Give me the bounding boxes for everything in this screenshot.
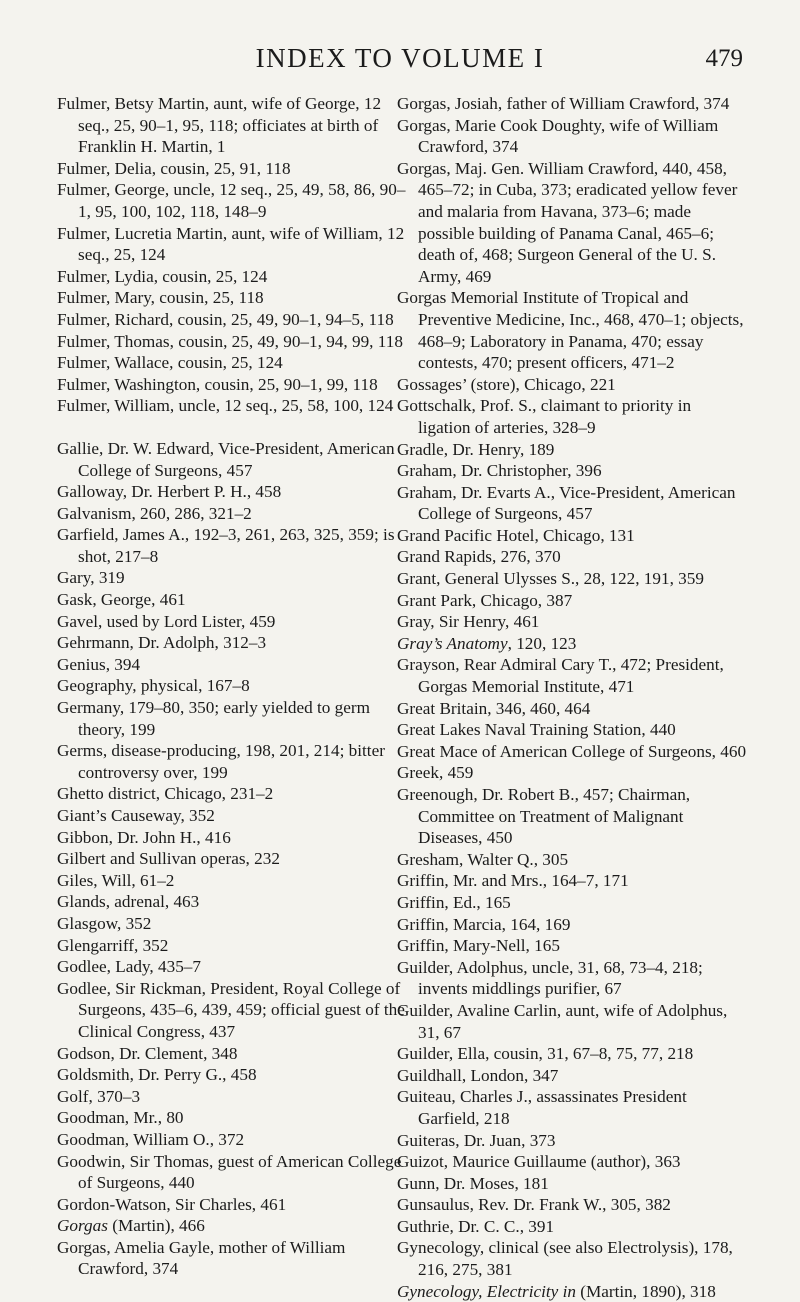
index-entry-text: Giles, Will, 61–2 bbox=[57, 870, 175, 890]
index-entry bbox=[57, 567, 407, 589]
index-entry-text: Galloway, Dr. Herbert P. H., 458 bbox=[57, 482, 282, 502]
index-entry bbox=[397, 1086, 747, 1129]
index-entry bbox=[57, 395, 407, 417]
index-entry-text: Gilbert and Sullivan operas, 232 bbox=[57, 849, 280, 869]
index-entry bbox=[57, 1151, 407, 1194]
index-entry bbox=[57, 1129, 407, 1151]
index-entry-text: Gibbon, Dr. John H., 416 bbox=[57, 827, 231, 847]
index-entry-text: Griffin, Marcia, 164, 169 bbox=[397, 914, 571, 934]
right-column bbox=[397, 93, 747, 1302]
index-entry bbox=[57, 1086, 407, 1108]
index-entry bbox=[57, 913, 407, 935]
index-entry-text: Galvanism, 260, 286, 321–2 bbox=[57, 503, 252, 523]
index-entry bbox=[397, 698, 747, 720]
index-entry-text: Goodman, Mr., 80 bbox=[57, 1108, 184, 1128]
index-entry-text: Gynecology, clinical (see also Electrolysis), 178, 216, 275, 381 bbox=[397, 1238, 733, 1280]
index-entry-text: Fulmer, Thomas, cousin, 25, 49, 90–1, 94, 99, 118 bbox=[57, 331, 403, 351]
index-entry-text: Great Mace of American College of Surgeons, 460 bbox=[397, 741, 747, 761]
index-entry-text: Gask, George, 461 bbox=[57, 590, 186, 610]
index-entry-text: Gunn, Dr. Moses, 181 bbox=[397, 1173, 549, 1193]
index-entry bbox=[397, 892, 747, 914]
index-entry bbox=[57, 503, 407, 525]
index-entry-text: Great Lakes Naval Training Station, 440 bbox=[397, 720, 676, 740]
index-entry bbox=[57, 1064, 407, 1086]
index-entry-text: (Martin, 1890), 318 bbox=[575, 1281, 716, 1301]
index-entry bbox=[397, 762, 747, 784]
index-entry bbox=[397, 654, 747, 697]
index-entry bbox=[397, 439, 747, 461]
index-entry-text: Gradle, Dr. Henry, 189 bbox=[397, 439, 555, 459]
index-entry bbox=[57, 675, 407, 697]
index-entry-text: Genius, 394 bbox=[57, 654, 141, 674]
index-entry-text: Grand Pacific Hotel, Chicago, 131 bbox=[397, 525, 635, 545]
index-entry-text: Fulmer, Delia, cousin, 25, 91, 118 bbox=[57, 158, 291, 178]
index-entry-text: Gunsaulus, Rev. Dr. Frank W., 305, 382 bbox=[397, 1195, 671, 1215]
index-entry-text: Great Britain, 346, 460, 464 bbox=[397, 698, 591, 718]
index-entry bbox=[57, 223, 407, 266]
index-entry bbox=[57, 1107, 407, 1129]
index-entry bbox=[57, 935, 407, 957]
index-entry bbox=[397, 1237, 747, 1280]
index-entry-text: Gorgas, Amelia Gayle, mother of William Crawford, 374 bbox=[57, 1237, 346, 1279]
index-entry bbox=[397, 1281, 747, 1302]
index-entry bbox=[397, 460, 747, 482]
index-entry-text: Fulmer, Betsy Martin, aunt, wife of George, 12 seq., 25, 90–1, 95, 118; officiates at birth of Franklin H. Martin, 1 bbox=[57, 94, 382, 157]
index-entry-title: Gorgas bbox=[57, 1216, 108, 1236]
index-entry bbox=[57, 697, 407, 740]
index-entry-text: Graham, Dr. Christopher, 396 bbox=[397, 461, 602, 481]
index-entry-text: Goodwin, Sir Thomas, guest of American College of Surgeons, 440 bbox=[57, 1151, 402, 1193]
index-entry bbox=[397, 784, 747, 849]
index-entry-text: Greek, 459 bbox=[397, 763, 474, 783]
index-entry-text: Goldsmith, Dr. Perry G., 458 bbox=[57, 1065, 257, 1085]
index-entry-text: Guizot, Maurice Guillaume (author), 363 bbox=[397, 1152, 681, 1172]
index-entry bbox=[397, 1216, 747, 1238]
index-entry bbox=[57, 331, 407, 353]
index-entry-text: Goodman, William O., 372 bbox=[57, 1129, 245, 1149]
index-entry bbox=[397, 611, 747, 633]
index-entry-text: Gavel, used by Lord Lister, 459 bbox=[57, 611, 276, 631]
index-entry bbox=[397, 870, 747, 892]
index-entry bbox=[57, 611, 407, 633]
index-entry-text: Fulmer, Richard, cousin, 25, 49, 90–1, 94–5, 118 bbox=[57, 309, 394, 329]
index-entry-text: Ghetto district, Chicago, 231–2 bbox=[57, 784, 274, 804]
index-entry-text: Greenough, Dr. Robert B., 457; Chairman, Committee on Treatment of Malignant Diseases, 450 bbox=[397, 785, 691, 848]
index-entry-text: Garfield, James A., 192–3, 261, 263, 325, 359; is shot, 217–8 bbox=[57, 525, 395, 566]
index-entry bbox=[57, 805, 407, 827]
index-entry-text: Fulmer, Wallace, cousin, 25, 124 bbox=[57, 353, 283, 373]
index-entry bbox=[57, 740, 407, 783]
index-entry bbox=[397, 719, 747, 741]
index-entry-text: Griffin, Mr. and Mrs., 164–7, 171 bbox=[397, 871, 629, 891]
index-entry-text: Gorgas, Maj. Gen. William Crawford, 440, 458, 465–72; in Cuba, 373; eradicated yellow fever and malaria from Havana, 373–6; made possible building of Panama Canal, 465–6; death of, 468; Surgeon General of the U. S. Army, 469 bbox=[397, 158, 738, 286]
index-entry-text: Glasgow, 352 bbox=[57, 913, 152, 933]
index-entry-text: Godlee, Sir Rickman, President, Royal College of Surgeons, 435–6, 439, 459; official guest of the Clinical Congress, 437 bbox=[57, 978, 405, 1041]
index-entry-text: Gray, Sir Henry, 461 bbox=[397, 612, 540, 632]
index-entry bbox=[57, 524, 407, 567]
index-entry-text: Glands, adrenal, 463 bbox=[57, 892, 200, 912]
index-entry bbox=[57, 1194, 407, 1216]
index-entry-title: Gray’s Anatomy bbox=[397, 633, 508, 653]
index-entry bbox=[57, 158, 407, 180]
index-entry-text: Gorgas, Josiah, father of William Crawford, 374 bbox=[397, 94, 730, 113]
index-entry-text: Gehrmann, Dr. Adolph, 312–3 bbox=[57, 633, 267, 653]
index-entry-text: Griffin, Mary-Nell, 165 bbox=[397, 936, 560, 956]
index-entry bbox=[397, 1151, 747, 1173]
index-entry-text: Germs, disease-producing, 198, 201, 214; bitter controversy over, 199 bbox=[57, 741, 385, 782]
index-entry-text: Fulmer, Washington, cousin, 25, 90–1, 99, 118 bbox=[57, 374, 378, 394]
index-entry-title: Gynecology, Electricity in bbox=[397, 1281, 576, 1301]
index-entry-text: Geography, physical, 167–8 bbox=[57, 676, 250, 696]
index-entry bbox=[397, 957, 747, 1000]
index-entry bbox=[397, 849, 747, 871]
index-entry-text: Guilder, Avaline Carlin, aunt, wife of Adolphus, 31, 67 bbox=[397, 1000, 728, 1042]
index-entry-text: Graham, Dr. Evarts A., Vice-President, American College of Surgeons, 457 bbox=[397, 482, 736, 524]
index-entry bbox=[57, 654, 407, 676]
index-entry bbox=[397, 1194, 747, 1216]
index-entry-text: Guiteau, Charles J., assassinates President Garfield, 218 bbox=[397, 1087, 687, 1128]
index-entry-text: Grayson, Rear Admiral Cary T., 472; President, Gorgas Memorial Institute, 471 bbox=[397, 655, 724, 697]
index-entry bbox=[397, 395, 747, 438]
index-entry bbox=[57, 589, 407, 611]
index-entry bbox=[57, 1237, 407, 1280]
index-entry bbox=[397, 158, 747, 288]
index-entry bbox=[397, 590, 747, 612]
index-entry-text: Fulmer, Mary, cousin, 25, 118 bbox=[57, 288, 264, 308]
index-entry bbox=[397, 1065, 747, 1087]
index-entry bbox=[397, 115, 747, 158]
index-entry bbox=[397, 741, 747, 763]
index-entry-text: Gottschalk, Prof. S., claimant to priority in ligation of arteries, 328–9 bbox=[397, 396, 692, 437]
index-entry bbox=[397, 287, 747, 373]
index-entry bbox=[397, 482, 747, 525]
index-entry bbox=[57, 266, 407, 288]
left-column bbox=[57, 93, 407, 1280]
index-entry bbox=[57, 848, 407, 870]
index-entry bbox=[397, 1173, 747, 1195]
index-entry-text: Germany, 179–80, 350; early yielded to germ theory, 199 bbox=[57, 698, 370, 739]
page-number: 479 bbox=[705, 45, 743, 72]
index-entry-text: Gossages’ (store), Chicago, 221 bbox=[397, 374, 616, 394]
index-entry bbox=[57, 287, 407, 309]
index-entry-text: Giant’s Causeway, 352 bbox=[57, 806, 215, 825]
index-entry-text: Guthrie, Dr. C. C., 391 bbox=[397, 1216, 555, 1236]
index-entry bbox=[57, 309, 407, 331]
index-entry-text: Gary, 319 bbox=[57, 568, 125, 588]
index-entry-text: Gresham, Walter Q., 305 bbox=[397, 849, 569, 869]
index-entry bbox=[57, 352, 407, 374]
index-entry-text: Fulmer, Lucretia Martin, aunt, wife of William, 12 seq., 25, 124 bbox=[57, 223, 405, 265]
index-entry bbox=[397, 93, 747, 115]
index-entry bbox=[57, 93, 407, 158]
index-entry bbox=[57, 956, 407, 978]
index-entry bbox=[57, 632, 407, 654]
index-entry-text: Glengarriff, 352 bbox=[57, 935, 169, 955]
index-entry bbox=[397, 1130, 747, 1152]
index-entry bbox=[397, 374, 747, 396]
index-entry bbox=[397, 914, 747, 936]
index-entry bbox=[57, 783, 407, 805]
index-entry bbox=[57, 891, 407, 913]
index-entry-text: Fulmer, Lydia, cousin, 25, 124 bbox=[57, 266, 268, 286]
index-entry-text: Griffin, Ed., 165 bbox=[397, 892, 511, 912]
index-entry bbox=[57, 374, 407, 396]
index-entry-text: Godlee, Lady, 435–7 bbox=[57, 957, 201, 977]
index-entry-text: (Martin), 466 bbox=[107, 1216, 205, 1236]
index-entry-text: Gorgas Memorial Institute of Tropical and Preventive Medicine, Inc., 468, 470–1; objects, 468–9; Laboratory in Panama, 470; essay contests, 470; present officers, 471–2 bbox=[397, 288, 744, 373]
index-entry-text: Guilder, Ella, cousin, 31, 67–8, 75, 77, 218 bbox=[397, 1044, 694, 1064]
index-entry-text: Fulmer, William, uncle, 12 seq., 25, 58, 100, 124 bbox=[57, 396, 394, 416]
index-entry-text: Grant, General Ulysses S., 28, 122, 191, 359 bbox=[397, 569, 704, 589]
index-entry-text: Gordon-Watson, Sir Charles, 461 bbox=[57, 1194, 287, 1214]
index-entry bbox=[57, 1043, 407, 1065]
index-entry bbox=[397, 1000, 747, 1043]
index-entry bbox=[57, 827, 407, 849]
index-entry bbox=[57, 870, 407, 892]
index-entry bbox=[397, 1043, 747, 1065]
index-entry-text: Grand Rapids, 276, 370 bbox=[397, 547, 561, 567]
index-entry bbox=[397, 935, 747, 957]
index-entry bbox=[397, 546, 747, 568]
index-entry-text: Guilder, Adolphus, uncle, 31, 68, 73–4, 218; invents middlings purifier, 67 bbox=[397, 957, 703, 999]
index-entry bbox=[397, 568, 747, 590]
index-entry bbox=[57, 1215, 407, 1237]
index-entry bbox=[57, 481, 407, 503]
index-entry-text: Fulmer, George, uncle, 12 seq., 25, 49, 58, 86, 90–1, 95, 100, 102, 118, 148–9 bbox=[57, 180, 406, 221]
index-entry-text: Guiteras, Dr. Juan, 373 bbox=[397, 1130, 556, 1150]
index-entry bbox=[57, 438, 407, 481]
index-entry-text: Gallie, Dr. W. Edward, Vice-President, American College of Surgeons, 457 bbox=[57, 438, 395, 480]
running-head: INDEX TO VOLUME I bbox=[255, 43, 545, 73]
index-entry bbox=[57, 179, 407, 222]
index-entry-text: Godson, Dr. Clement, 348 bbox=[57, 1043, 238, 1063]
index-entry bbox=[397, 633, 747, 655]
index-entry bbox=[57, 978, 407, 1043]
index-entry-text: , 120, 123 bbox=[507, 633, 577, 653]
index-entry-text: Grant Park, Chicago, 387 bbox=[397, 590, 573, 610]
index-entry bbox=[397, 525, 747, 547]
index-entry-text: Guildhall, London, 347 bbox=[397, 1065, 559, 1085]
index-entry-text: Golf, 370–3 bbox=[57, 1086, 141, 1106]
index-entry-text: Gorgas, Marie Cook Doughty, wife of William Crawford, 374 bbox=[397, 115, 719, 157]
